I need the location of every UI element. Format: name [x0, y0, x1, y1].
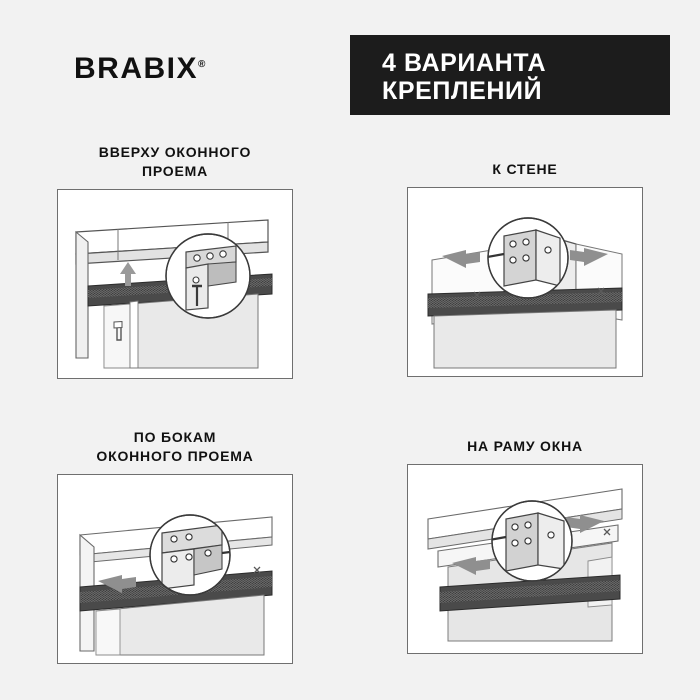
figure-to-the-window-frame: [407, 464, 643, 654]
bottom-margin: [0, 682, 700, 700]
figure-to-the-wall: [407, 187, 643, 377]
figure-top-of-window-opening: [57, 189, 293, 379]
figure-sides-of-window-opening: [57, 474, 293, 664]
panel-title-line-1: НА РАМУ ОКНА: [467, 438, 583, 454]
panel-title-to-the-wall: [390, 160, 660, 179]
panel-title-to-the-window-frame: [390, 437, 660, 456]
headline-line-1: 4 ВАРИАНТА: [382, 49, 547, 77]
registered-mark: ®: [198, 59, 206, 70]
panel-title-line-1: ВВЕРХУ ОКОННОГО: [98, 144, 252, 160]
panel-title-line-2: ОКОННОГО ПРОЕМА: [96, 448, 254, 464]
panel-title-top-of-window-opening: [40, 143, 310, 181]
panel-title-sides-of-window-opening: [40, 428, 310, 466]
panel-top-of-window-opening: [40, 143, 310, 379]
panel-to-the-window-frame: [390, 437, 660, 654]
panel-title-line-1: ПО БОКАМ: [133, 429, 217, 445]
panel-title-line-2: ПРОЕМА: [141, 163, 209, 179]
panel-sides-of-window-opening: [40, 428, 310, 664]
headline-line-2: КРЕПЛЕНИЙ: [382, 77, 543, 105]
brand-logo: [74, 52, 205, 86]
panel-to-the-wall: [390, 160, 660, 377]
panel-title-line-1: К СТЕНЕ: [492, 161, 558, 177]
brand-name: BRABIX: [74, 52, 199, 85]
headline-banner: [350, 35, 670, 115]
